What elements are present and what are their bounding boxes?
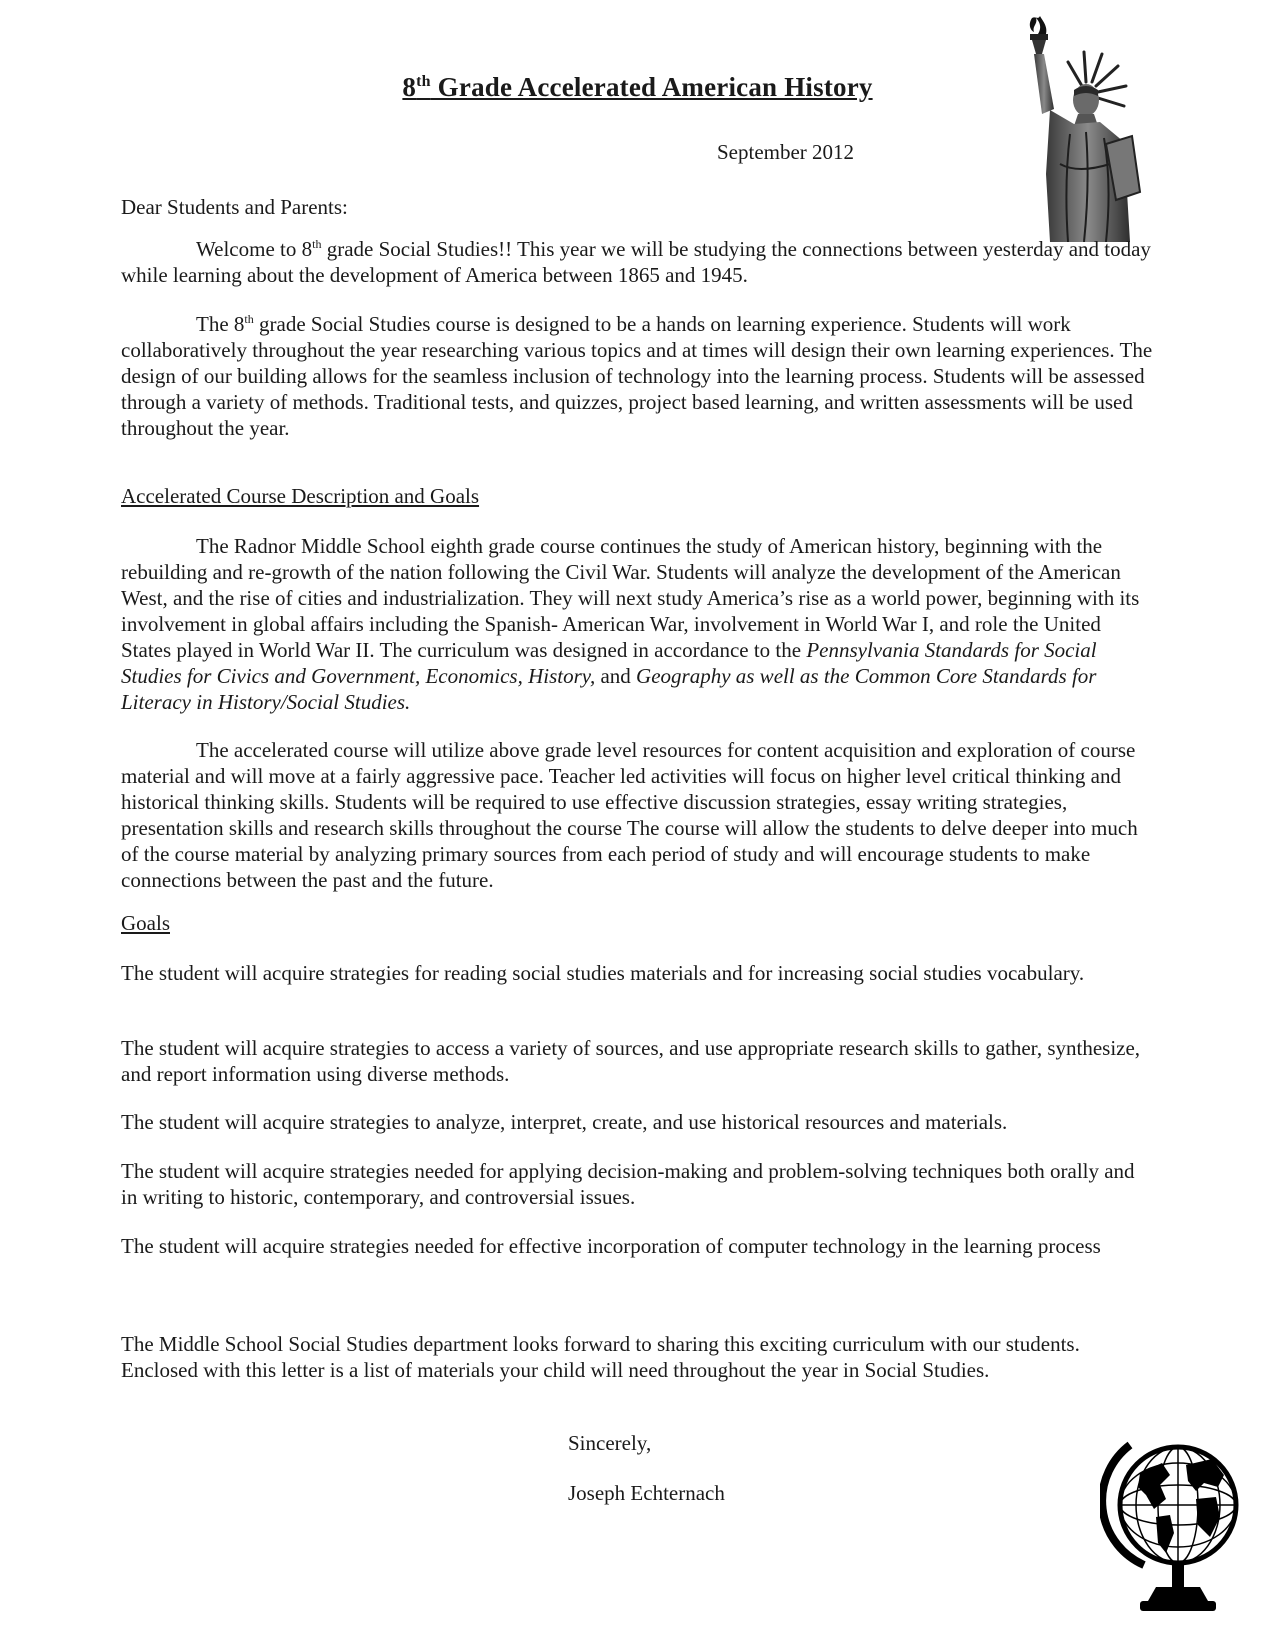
closing-paragraph: The Middle School Social Studies department looks forward to sharing this exciting curriculum with our students. Enclosed with this letter is a list of materials your child will need throughout the year in Social Studies. [121, 1332, 1080, 1382]
title-superscript: th [416, 73, 431, 90]
intro-paragraph-2 [121, 311, 1156, 441]
course-paragraph-1 [121, 533, 1156, 715]
intro-p2-text-b: grade Social Studies course is designed to be a hands on learning experience. Students will work collaboratively throughout the year researching various topics and at times will design their own learning experiences. The design of our building allows for the seamless inclusion of technology into the learning process. Students will be assessed through a variety of methods. Traditional tests, and quizzes, project based learning, and written assessments will be used throughout the year. [121, 312, 1153, 440]
intro-p2-text-a: The 8 [196, 312, 245, 336]
intro-p2-superscript: th [244, 312, 254, 326]
standards-italic-1: Pennsylvania Standards for Social Studies for Civics and Government, Economics, History, [121, 638, 1097, 688]
standards-italic-2: Geography as well as the Common Core Standards for Literacy in History/Social Studies. [121, 664, 1097, 714]
course-paragraph-2: The accelerated course will utilize above grade level resources for content acquisition and exploration of course material and will move at a fairly aggressive pace. Teacher led activities will focus on higher level critical thinking and historical thinking skills. Students will be required to use effective discussion strategies, essay writing strategies, presentation skills and research skills throughout the course The course will allow the students to delve deeper into much of the course material by analyzing primary sources from each period of study and will encourage students to make connections between the past and the future. [121, 738, 1138, 892]
goal-item-3: The student will acquire strategies to analyze, interpret, create, and use historical resources and materials. [121, 1110, 1008, 1134]
goal-item-2: The student will acquire strategies to access a variety of sources, and use appropriate research skills to gather, synthesize, and report information using diverse methods. [121, 1036, 1141, 1086]
goals-heading: Goals [121, 911, 170, 935]
course-p1-text: The Radnor Middle School eighth grade course continues the study of American history, beginning with the rebuilding and re-growth of the nation following the Civil War. Students will analyze the development of the American West, and the rise of cities and industrialization. They will next study America’s rise as a world power, beginning with its involvement in global affairs including the Spanish- American War, involvement in World War I, and role the United States played in World War II. The curriculum was designed in accordance to the [121, 534, 1140, 662]
title-prefix: 8 [402, 72, 417, 102]
signature: Joseph Echternach [568, 1481, 725, 1505]
intro-p1-text-b: grade Social Studies!! This year we will be studying the connections between yesterday and today while learning about the development of America between 1865 and 1945. [121, 237, 1151, 287]
goal-item-5: The student will acquire strategies needed for effective incorporation of computer technology in the learning process [121, 1234, 1101, 1258]
salutation: Dear Students and Parents: [121, 195, 348, 219]
letter-date: September 2012 [717, 140, 855, 164]
intro-paragraph-1 [121, 236, 1156, 288]
globe-icon [1100, 1425, 1240, 1621]
course-p1-and: and [595, 664, 637, 688]
statue-of-liberty-illustration [1020, 14, 1165, 242]
intro-p1-superscript: th [312, 237, 322, 251]
goal-item-4: The student will acquire strategies needed for applying decision-making and problem-solving techniques both orally and in writing to historic, contemporary, and controversial issues. [121, 1159, 1135, 1209]
sign-off: Sincerely, [568, 1431, 652, 1455]
title-rest: Grade Accelerated American History [430, 72, 873, 102]
goal-item-1: The student will acquire strategies for reading social studies materials and for increasing social studies vocabulary. [121, 961, 1085, 985]
course-heading: Accelerated Course Description and Goals [121, 484, 480, 508]
intro-p1-text-a: Welcome to 8 [196, 237, 313, 261]
